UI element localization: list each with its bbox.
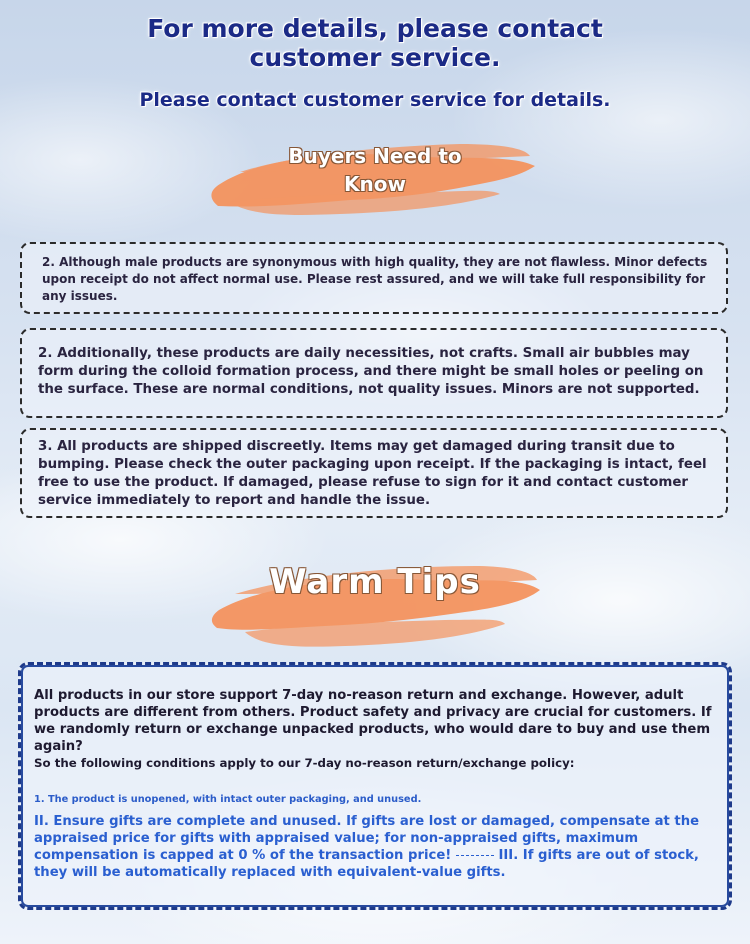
- page-subtitle: Please contact customer service for details.: [139, 89, 611, 111]
- page-title-line1: For more details, please contact: [147, 14, 603, 43]
- warm-tips-heading: Warm Tips: [269, 562, 481, 602]
- notice-box-1: [20, 242, 728, 314]
- notice-text-1: 2. Although male products are synonymous with high quality, they are not flawless. Minor defects upon receipt do not affect normal use. Please rest assured, and we will take full responsibility for any issues.: [42, 255, 708, 303]
- policy-condition-1: 1. The product is unopened, with intact outer packaging, and unused.: [34, 794, 422, 805]
- page-title-line2: customer service.: [249, 43, 501, 72]
- blank-underline: [456, 855, 494, 856]
- policy-conditions-heading: So the following conditions apply to our 7-day no-reason return/exchange policy:: [34, 756, 575, 770]
- buyers-need-to-know-heading: [0, 142, 750, 198]
- policy-intro: All products in our store support 7-day no-reason return and exchange. However, adult products are different from others. Product safety and privacy are crucial for customers. If we randomly return or exchange unpacked products, who would dare to buy and use them again?: [34, 688, 712, 754]
- notice-text-2: 2. Additionally, these products are daily necessities, not crafts. Small air bubbles may form during the colloid formation process, and there might be small holes or peeling on the surface. These are normal conditions, not quality issues. Minors are not supported.: [38, 346, 704, 397]
- page-title: [0, 14, 750, 72]
- buyers-heading-line2: Know: [344, 172, 406, 196]
- policy-condition-2-text: II. Ensure gifts are complete and unused. If gifts are lost or damaged, compensate at the appraised price for gifts with appraised value; for non-appraised gifts, maximum compensation is capped at 0 % of the transaction price!: [34, 814, 700, 863]
- policy-condition-2: [34, 813, 714, 881]
- policy-condition-3-text: III. If gifts are out of stock, they will be automatically replaced with equivalent-value gifts.: [34, 848, 699, 880]
- notice-box-3: [20, 428, 728, 518]
- notice-box-2: [20, 328, 728, 418]
- buyers-heading-line1: Buyers Need to: [288, 144, 462, 168]
- notice-text-3: 3. All products are shipped discreetly. Items may get damaged during transit due to bumping. Please check the outer packaging upon receipt. If the packaging is intact, feel free to use the product. If damaged, please refuse to sign for it and contact customer service immediately to report and handle the issue.: [38, 439, 707, 508]
